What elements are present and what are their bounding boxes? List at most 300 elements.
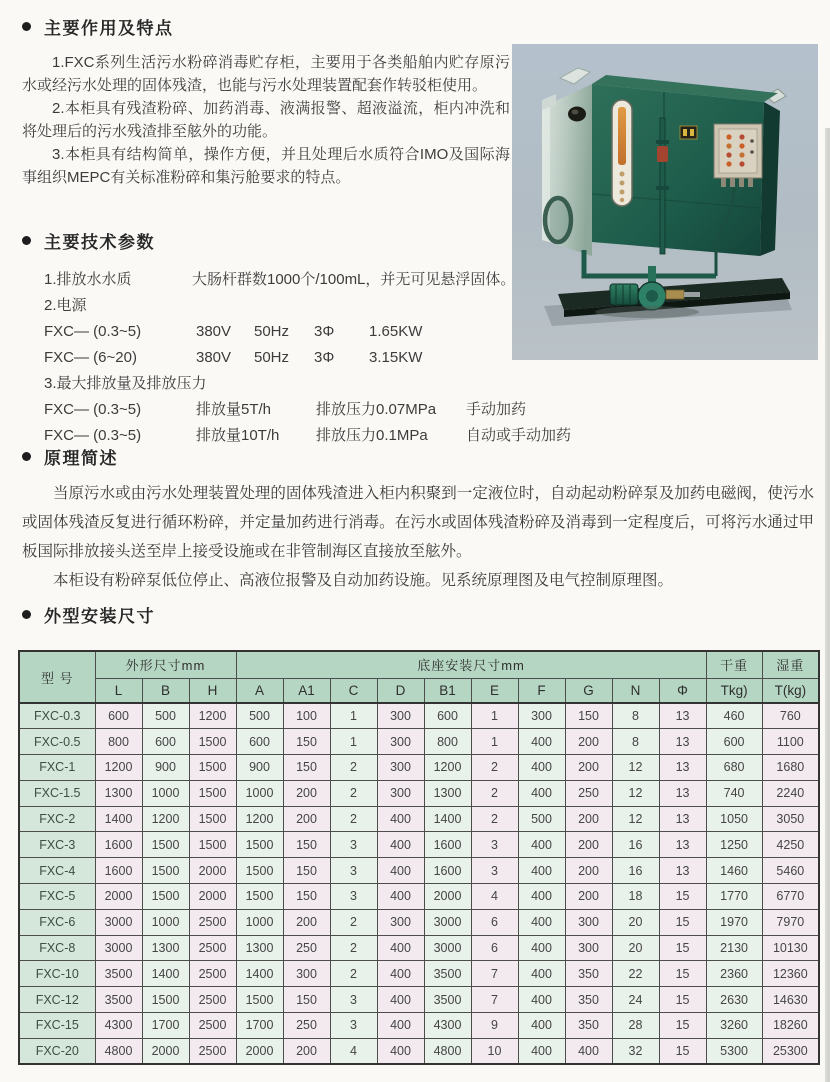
value-cell: 1000 [236,780,283,806]
value-cell: 2500 [189,1038,236,1064]
value-cell: 200 [565,729,612,755]
value-cell: 1700 [142,1013,189,1039]
value-cell: 2 [471,780,518,806]
value-cell: 1050 [706,806,762,832]
value-cell: 400 [518,755,565,781]
value-cell: 15 [659,909,706,935]
value-cell: 4250 [762,832,819,858]
value-cell: 2240 [762,780,819,806]
value-cell: 1000 [236,909,283,935]
table-row [19,780,819,806]
value-cell: 350 [565,987,612,1013]
features-body [22,51,510,189]
value-cell: 400 [518,1038,565,1064]
value-cell: 200 [565,755,612,781]
value-cell: 300 [283,961,330,987]
value-cell: 200 [283,780,330,806]
column-header: A [236,678,283,703]
dimensions-heading-text: 外型安装尺寸 [44,607,155,626]
features-paragraph: 3.本柜具有结构简单，操作方便，并且处理后水质符合IMO及国际海事组织MEPC有关标准粉碎和集污舱要求的特点。 [22,146,510,186]
header-group-row [19,651,819,678]
table-row [19,703,819,729]
value-cell: 15 [659,961,706,987]
value-cell: 2500 [189,909,236,935]
value-cell: 350 [565,1013,612,1039]
table-row [19,1038,819,1064]
value-cell: 1500 [189,806,236,832]
value-cell: 1500 [189,832,236,858]
value-cell: 10 [471,1038,518,1064]
value-cell: 2 [330,780,377,806]
value-cell: 25300 [762,1038,819,1064]
value-cell: 400 [377,806,424,832]
value-cell: 150 [283,884,330,910]
value-cell: 500 [236,703,283,729]
value-cell: 300 [377,909,424,935]
value-cell: 1200 [189,703,236,729]
features-paragraph: 1.FXC系列生活污水粉碎消毒贮存柜，主要用于各类船舶内贮存原污水或经污水处理的固体残渣，也能与污水处理装置配套作转驳柜使用。 [22,54,510,94]
column-header: G [565,678,612,703]
value-cell: 1500 [142,987,189,1013]
value-cell: 1500 [236,832,283,858]
value-cell: 200 [565,832,612,858]
power-rating: 3.15KW [369,349,423,366]
value-cell: 5300 [706,1038,762,1064]
value-cell: 1200 [95,755,142,781]
power-frequency: 50Hz [254,349,290,366]
value-cell: 1500 [236,884,283,910]
table-row [19,961,819,987]
value-cell: 400 [518,832,565,858]
discharge-rate: 排放量10T/h [196,427,280,444]
value-cell: 1600 [424,832,471,858]
value-cell: 150 [283,858,330,884]
power-label: 2.电源 [44,297,87,314]
value-cell: 1500 [236,858,283,884]
value-cell: 15 [659,1038,706,1064]
value-cell: 400 [377,1013,424,1039]
value-cell: 150 [283,755,330,781]
value-cell: 250 [283,1013,330,1039]
table-row [19,1013,819,1039]
dimensions-table [18,650,820,1065]
base-group-header: 底座安装尺寸mm [236,651,706,678]
value-cell: 4 [471,884,518,910]
value-cell: 2 [471,806,518,832]
value-cell: 28 [612,1013,659,1039]
model-cell: FXC-8 [19,935,95,961]
value-cell: 200 [283,806,330,832]
value-cell: 15 [659,884,706,910]
value-cell: 13 [659,780,706,806]
value-cell: 1300 [236,935,283,961]
discharge-pressure: 排放压力0.07MPa [316,401,437,418]
principle-heading [22,444,814,469]
value-cell: 32 [612,1038,659,1064]
column-header: E [471,678,518,703]
value-cell: 1200 [424,755,471,781]
power-voltage: 380V [196,349,232,366]
value-cell: 2 [330,961,377,987]
value-cell: 2000 [236,1038,283,1064]
value-cell: 1500 [142,858,189,884]
value-cell: 2360 [706,961,762,987]
value-cell: 1500 [189,780,236,806]
value-cell: 4800 [95,1038,142,1064]
value-cell: 500 [142,703,189,729]
model-cell: FXC-15 [19,1013,95,1039]
value-cell: 400 [518,909,565,935]
value-cell: 100 [283,703,330,729]
table-row [19,755,819,781]
dry-weight-header: 干重 [706,651,762,678]
value-cell: 800 [424,729,471,755]
value-cell: 900 [142,755,189,781]
value-cell: 12 [612,806,659,832]
power-row [22,319,534,344]
value-cell: 2000 [189,858,236,884]
value-cell: 15 [659,935,706,961]
power-model: FXC— (6~20) [44,349,137,366]
value-cell: 3 [471,832,518,858]
value-cell: 22 [612,961,659,987]
value-cell: 12 [612,780,659,806]
value-cell: 2 [330,755,377,781]
model-cell: FXC-10 [19,961,95,987]
table-row [19,729,819,755]
value-cell: 3 [330,858,377,884]
value-cell: 1680 [762,755,819,781]
value-cell: 740 [706,780,762,806]
value-cell: 2500 [189,935,236,961]
outline-group-header: 外形尺寸mm [95,651,236,678]
value-cell: 400 [518,1013,565,1039]
value-cell: 400 [518,729,565,755]
column-header: N [612,678,659,703]
value-cell: 1600 [424,858,471,884]
value-cell: 7 [471,987,518,1013]
water-quality-value: 大肠杆群数1000个/100mL，并无可见悬浮固体。 [192,271,516,288]
value-cell: 18260 [762,1013,819,1039]
value-cell: 13 [659,858,706,884]
value-cell: 2 [471,755,518,781]
value-cell: 400 [518,987,565,1013]
bullet-icon [22,22,31,31]
value-cell: 14630 [762,987,819,1013]
value-cell: 3 [330,884,377,910]
value-cell: 200 [283,909,330,935]
discharge-label: 3.最大排放量及排放压力 [44,375,207,392]
value-cell: 2 [330,909,377,935]
value-cell: 6 [471,935,518,961]
principle-paragraph: 当原污水或由污水处理装置处理的固体残渣进入柜内积聚到一定液位时，自动起动粉碎泵及加药电磁阀，使污水或固体残渣反复进行循环粉碎，并定量加药进行消毒。在污水或固体残渣粉碎及消毒到一定程度后，可将污水通过甲板国际排放接头送至岸上接受设施或在非管制海区直接放至舷外。 [22,485,814,560]
value-cell: 1500 [189,755,236,781]
tech-body [22,267,572,448]
value-cell: 150 [283,729,330,755]
value-cell: 400 [518,780,565,806]
power-phase: 3Φ [314,323,335,340]
value-cell: 300 [377,729,424,755]
column-header: T(kg) [762,678,819,703]
value-cell: 18 [612,884,659,910]
value-cell: 12 [612,755,659,781]
value-cell: 400 [377,935,424,961]
value-cell: 3260 [706,1013,762,1039]
value-cell: 600 [236,729,283,755]
value-cell: 150 [283,987,330,1013]
value-cell: 900 [236,755,283,781]
value-cell: 1100 [762,729,819,755]
value-cell: 2500 [189,987,236,1013]
value-cell: 1 [471,729,518,755]
value-cell: 24 [612,987,659,1013]
value-cell: 3500 [95,961,142,987]
value-cell: 4 [330,1038,377,1064]
value-cell: 400 [518,935,565,961]
value-cell: 1 [330,729,377,755]
value-cell: 13 [659,806,706,832]
value-cell: 1400 [424,806,471,832]
model-cell: FXC-0.5 [19,729,95,755]
value-cell: 2500 [189,1013,236,1039]
value-cell: 7 [471,961,518,987]
value-cell: 1500 [236,987,283,1013]
value-cell: 1500 [189,729,236,755]
value-cell: 2630 [706,987,762,1013]
value-cell: 1 [471,703,518,729]
value-cell: 400 [565,1038,612,1064]
value-cell: 1200 [236,806,283,832]
section-principle [22,444,814,595]
features-heading [22,14,510,39]
value-cell: 13 [659,729,706,755]
column-header: F [518,678,565,703]
discharge-model: FXC— (0.3~5) [44,427,142,444]
value-cell: 1460 [706,858,762,884]
power-frequency: 50Hz [254,323,290,340]
value-cell: 300 [377,780,424,806]
table-header [19,651,819,703]
table-row [19,806,819,832]
value-cell: 13 [659,755,706,781]
value-cell: 3 [471,858,518,884]
value-cell: 13 [659,832,706,858]
features-paragraph: 2.本柜具有残渣粉碎、加药消毒、液满报警、超液溢流，柜内冲洗和将处理后的污水残渣排至舷外的功能。 [22,100,510,140]
value-cell: 6770 [762,884,819,910]
section-features [22,14,510,189]
value-cell: 300 [565,909,612,935]
value-cell: 200 [283,1038,330,1064]
value-cell: 350 [565,961,612,987]
value-cell: 400 [377,858,424,884]
value-cell: 15 [659,1013,706,1039]
value-cell: 3500 [424,987,471,1013]
value-cell: 3500 [424,961,471,987]
value-cell: 15 [659,987,706,1013]
value-cell: 1250 [706,832,762,858]
value-cell: 1400 [95,806,142,832]
value-cell: 20 [612,935,659,961]
table-row [19,858,819,884]
value-cell: 400 [518,858,565,884]
value-cell: 20 [612,909,659,935]
value-cell: 400 [518,961,565,987]
discharge-row [22,397,534,422]
principle-heading-text: 原理简述 [44,449,118,468]
value-cell: 10130 [762,935,819,961]
discharge-pressure: 排放压力0.1MPa [316,427,428,444]
principle-body [22,479,814,595]
value-cell: 200 [565,858,612,884]
value-cell: 400 [377,832,424,858]
dimensions-heading [22,602,155,627]
value-cell: 8 [612,703,659,729]
value-cell: 1 [330,703,377,729]
dimensions-table-wrap [18,650,820,1065]
value-cell: 1300 [142,935,189,961]
discharge-rate: 排放量5T/h [196,401,272,418]
table-row [19,884,819,910]
value-cell: 200 [565,806,612,832]
power-row [22,345,534,370]
value-cell: 2000 [424,884,471,910]
model-cell: FXC-1 [19,755,95,781]
discharge-model: FXC— (0.3~5) [44,401,142,418]
value-cell: 4800 [424,1038,471,1064]
power-rating: 1.65KW [369,323,423,340]
section-tech-params [22,228,572,449]
value-cell: 3 [330,1013,377,1039]
value-cell: 1500 [142,832,189,858]
value-cell: 13 [659,703,706,729]
value-cell: 2130 [706,935,762,961]
scan-edge-shadow [825,128,830,1082]
value-cell: 760 [762,703,819,729]
bullet-icon [22,610,31,619]
column-header: A1 [283,678,330,703]
column-header: Tkg) [706,678,762,703]
table-row [19,909,819,935]
value-cell: 6 [471,909,518,935]
value-cell: 400 [377,884,424,910]
value-cell: 1700 [236,1013,283,1039]
value-cell: 3 [330,832,377,858]
value-cell: 3050 [762,806,819,832]
tech-heading-text: 主要技术参数 [44,233,155,252]
wet-weight-header: 湿重 [762,651,819,678]
value-cell: 1000 [142,909,189,935]
value-cell: 460 [706,703,762,729]
discharge-dosing: 手动加药 [466,401,527,418]
column-header: H [189,678,236,703]
value-cell: 600 [95,703,142,729]
value-cell: 1500 [142,884,189,910]
column-header: L [95,678,142,703]
model-cell: FXC-6 [19,909,95,935]
table-row [19,935,819,961]
principle-paragraph: 本柜设有粉碎泵低位停止、高液位报警及自动加药设施。见系统原理图及电气控制原理图。 [53,572,674,589]
model-cell: FXC-20 [19,1038,95,1064]
value-cell: 300 [518,703,565,729]
bullet-icon [22,452,31,461]
value-cell: 2000 [95,884,142,910]
value-cell: 3000 [95,935,142,961]
model-cell: FXC-5 [19,884,95,910]
value-cell: 400 [377,1038,424,1064]
value-cell: 3000 [424,909,471,935]
value-cell: 9 [471,1013,518,1039]
value-cell: 1970 [706,909,762,935]
value-cell: 680 [706,755,762,781]
value-cell: 1300 [424,780,471,806]
value-cell: 3000 [95,909,142,935]
value-cell: 600 [424,703,471,729]
value-cell: 5460 [762,858,819,884]
value-cell: 1600 [95,858,142,884]
value-cell: 200 [565,884,612,910]
water-quality-line [22,267,534,292]
model-cell: FXC-1.5 [19,780,95,806]
value-cell: 2000 [142,1038,189,1064]
column-header: C [330,678,377,703]
value-cell: 1000 [142,780,189,806]
value-cell: 1300 [95,780,142,806]
power-phase: 3Φ [314,349,335,366]
product-photo [512,44,818,360]
value-cell: 1200 [142,806,189,832]
value-cell: 500 [518,806,565,832]
value-cell: 4300 [95,1013,142,1039]
value-cell: 400 [377,987,424,1013]
value-cell: 8 [612,729,659,755]
power-voltage: 380V [196,323,232,340]
value-cell: 16 [612,858,659,884]
value-cell: 150 [565,703,612,729]
bullet-icon [22,236,31,245]
value-cell: 12360 [762,961,819,987]
header-sub-row [19,678,819,703]
model-cell: FXC-3 [19,832,95,858]
value-cell: 250 [565,780,612,806]
value-cell: 400 [377,961,424,987]
value-cell: 300 [565,935,612,961]
power-model: FXC— (0.3~5) [44,323,142,340]
value-cell: 1600 [95,832,142,858]
value-cell: 2000 [189,884,236,910]
value-cell: 2 [330,935,377,961]
features-heading-text: 主要作用及特点 [44,19,174,38]
value-cell: 800 [95,729,142,755]
column-header: B1 [424,678,471,703]
column-header: Φ [659,678,706,703]
water-quality-label: 1.排放水水质 [44,271,132,288]
table-row [19,832,819,858]
model-cell: FXC-4 [19,858,95,884]
value-cell: 7970 [762,909,819,935]
value-cell: 1400 [142,961,189,987]
table-row [19,987,819,1013]
value-cell: 250 [283,935,330,961]
column-header: D [377,678,424,703]
model-cell: FXC-2 [19,806,95,832]
value-cell: 2500 [189,961,236,987]
discharge-dosing: 自动或手动加药 [466,427,572,444]
model-column-header: 型 号 [19,651,95,703]
value-cell: 150 [283,832,330,858]
value-cell: 300 [377,703,424,729]
value-cell: 16 [612,832,659,858]
value-cell: 600 [706,729,762,755]
